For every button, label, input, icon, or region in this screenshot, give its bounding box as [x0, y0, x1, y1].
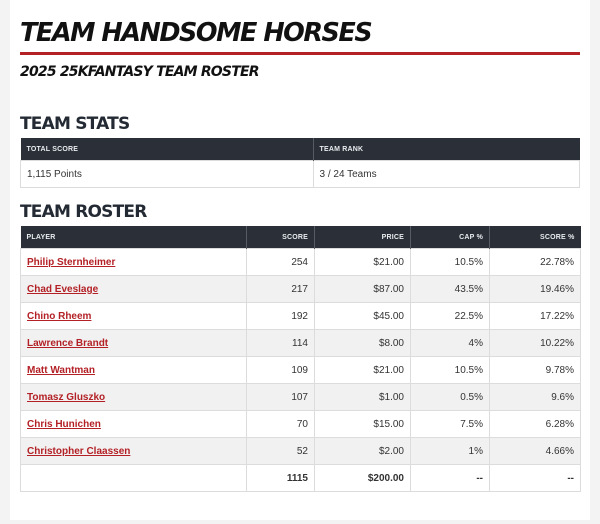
- cap-percent-cell: 10.5%: [411, 357, 490, 384]
- totals-label-cell: [21, 465, 247, 492]
- total-score-percent-cell: --: [490, 465, 581, 492]
- team-title: TEAM HANDSOME HORSES: [20, 18, 372, 48]
- score-cell: 52: [247, 438, 315, 465]
- cap-percent-cell: 22.5%: [411, 303, 490, 330]
- team-roster-table: [20, 226, 581, 492]
- table-row: [21, 384, 581, 411]
- score-cell: 254: [247, 249, 315, 276]
- column-header-player: PLAYER: [21, 226, 247, 249]
- table-row: [21, 303, 581, 330]
- cap-percent-cell: 0.5%: [411, 384, 490, 411]
- stats-header-row: [21, 138, 580, 161]
- title-divider: [20, 52, 580, 55]
- price-cell: $8.00: [315, 330, 411, 357]
- team-roster-heading: TEAM ROSTER: [20, 202, 147, 222]
- player-cell: [21, 276, 247, 303]
- price-cell: $21.00: [315, 249, 411, 276]
- score-cell: 109: [247, 357, 315, 384]
- price-cell: $45.00: [315, 303, 411, 330]
- team-stats-table: [20, 138, 580, 188]
- total-score-value: 1,115 Points: [21, 161, 314, 188]
- score-cell: 70: [247, 411, 315, 438]
- player-link[interactable]: Chris Hunichen: [27, 418, 101, 430]
- score-percent-cell: 9.78%: [490, 357, 581, 384]
- column-header-total-score: TOTAL SCORE: [21, 138, 314, 161]
- total-score-cell: 1115: [247, 465, 315, 492]
- score-percent-cell: 9.6%: [490, 384, 581, 411]
- cap-percent-cell: 4%: [411, 330, 490, 357]
- player-link[interactable]: Matt Wantman: [27, 364, 95, 376]
- price-cell: $1.00: [315, 384, 411, 411]
- player-cell: [21, 249, 247, 276]
- score-cell: 114: [247, 330, 315, 357]
- score-cell: 107: [247, 384, 315, 411]
- cap-percent-cell: 10.5%: [411, 249, 490, 276]
- total-cap-percent-cell: --: [411, 465, 490, 492]
- team-stats-heading: TEAM STATS: [20, 114, 130, 134]
- score-cell: 192: [247, 303, 315, 330]
- player-link[interactable]: Christopher Claassen: [27, 445, 131, 457]
- table-row: [21, 249, 581, 276]
- column-header-cap-percent: CAP %: [411, 226, 490, 249]
- cap-percent-cell: 43.5%: [411, 276, 490, 303]
- totals-row: [21, 465, 581, 492]
- table-row: [21, 357, 581, 384]
- table-row: [21, 330, 581, 357]
- cap-percent-cell: 7.5%: [411, 411, 490, 438]
- score-percent-cell: 19.46%: [490, 276, 581, 303]
- player-link[interactable]: Philip Sternheimer: [27, 256, 116, 268]
- player-link[interactable]: Tomasz Gluszko: [27, 391, 106, 403]
- score-cell: 217: [247, 276, 315, 303]
- price-cell: $15.00: [315, 411, 411, 438]
- total-price-cell: $200.00: [315, 465, 411, 492]
- table-row: [21, 411, 581, 438]
- player-link[interactable]: Chino Rheem: [27, 310, 92, 322]
- score-percent-cell: 6.28%: [490, 411, 581, 438]
- table-row: [21, 438, 581, 465]
- price-cell: $87.00: [315, 276, 411, 303]
- score-percent-cell: 10.22%: [490, 330, 581, 357]
- table-row: [21, 276, 581, 303]
- player-link[interactable]: Chad Eveslage: [27, 283, 99, 295]
- column-header-score-percent: SCORE %: [490, 226, 581, 249]
- player-cell: [21, 303, 247, 330]
- roster-header-row: [21, 226, 581, 249]
- roster-page: [10, 0, 590, 520]
- player-cell: [21, 330, 247, 357]
- cap-percent-cell: 1%: [411, 438, 490, 465]
- column-header-price: PRICE: [315, 226, 411, 249]
- column-header-score: SCORE: [247, 226, 315, 249]
- team-rank-value: 3 / 24 Teams: [313, 161, 580, 188]
- score-percent-cell: 4.66%: [490, 438, 581, 465]
- column-header-team-rank: TEAM RANK: [313, 138, 580, 161]
- player-cell: [21, 438, 247, 465]
- player-cell: [21, 411, 247, 438]
- player-cell: [21, 384, 247, 411]
- stats-values-row: [21, 161, 580, 188]
- player-cell: [21, 357, 247, 384]
- score-percent-cell: 17.22%: [490, 303, 581, 330]
- price-cell: $21.00: [315, 357, 411, 384]
- score-percent-cell: 22.78%: [490, 249, 581, 276]
- price-cell: $2.00: [315, 438, 411, 465]
- roster-subtitle: 2025 25KFANTASY TEAM ROSTER: [20, 64, 259, 80]
- player-link[interactable]: Lawrence Brandt: [27, 337, 109, 349]
